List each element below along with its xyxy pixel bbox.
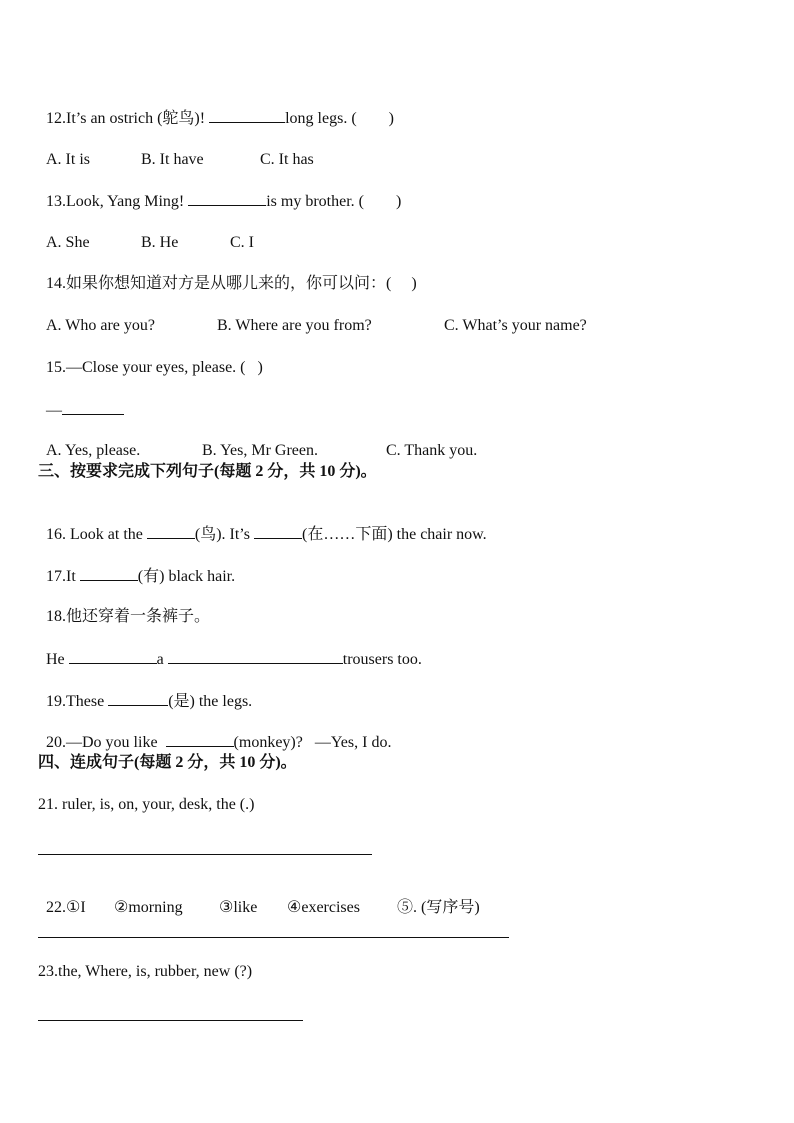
q15-reply-dash: — bbox=[46, 402, 62, 419]
q16-part3: (在……下面) the chair now. bbox=[301, 526, 487, 543]
section-4-heading: 四、连成句子(每题 2 分，共 10 分)。 bbox=[38, 754, 297, 771]
question-14 bbox=[38, 254, 417, 294]
q15-options bbox=[38, 421, 477, 461]
q12-option-b[interactable]: B. It have bbox=[141, 151, 204, 168]
q12-option-a[interactable]: A. It is bbox=[46, 151, 90, 168]
q19-part1: 19.These bbox=[46, 693, 109, 710]
q13-option-a[interactable]: A. She bbox=[46, 234, 90, 251]
question-13 bbox=[38, 171, 401, 212]
q19-part2: (是) the legs. bbox=[168, 693, 253, 710]
q22-item-1: ①I bbox=[66, 899, 86, 916]
q20-part1: 20.—Do you like bbox=[46, 734, 166, 751]
q12-after: long legs. ( ) bbox=[285, 110, 394, 127]
q16-part1: 16. Look at the bbox=[46, 526, 147, 543]
q13-option-c[interactable]: C. I bbox=[230, 234, 254, 251]
q12-stem: 12.It’s an ostrich (鸵鸟)! bbox=[46, 110, 210, 127]
q18-blank-1[interactable] bbox=[69, 649, 157, 664]
question-20 bbox=[38, 712, 391, 753]
section-3-heading: 三、按要求完成下列句子(每题 2 分，共 10 分)。 bbox=[38, 463, 377, 480]
question-18 bbox=[38, 587, 210, 627]
q15-stem: 15.—Close your eyes, please. ( ) bbox=[46, 359, 263, 376]
question-22 bbox=[38, 878, 480, 918]
q14-option-b[interactable]: B. Where are you from? bbox=[217, 317, 372, 334]
question-19 bbox=[38, 671, 252, 712]
q15-option-a[interactable]: A. Yes, please. bbox=[46, 442, 141, 459]
q17-part2: (有) black hair. bbox=[137, 568, 236, 585]
q20-part2: (monkey)? —Yes, I do. bbox=[233, 734, 392, 751]
question-21: 21. ruler, is, on, your, desk, the (.) bbox=[38, 796, 255, 813]
q22-item-2: ②morning bbox=[114, 899, 183, 916]
q18-part3: trousers too. bbox=[342, 651, 422, 668]
q12-option-c[interactable]: C. It has bbox=[260, 151, 314, 168]
q22-item-3: ③like bbox=[219, 899, 258, 916]
q14-stem: 14.如果你想知道对方是从哪儿来的，你可以问：( ) bbox=[46, 275, 417, 292]
q22-item-5: ⑤. (写序号) bbox=[397, 899, 480, 916]
question-16 bbox=[38, 504, 487, 545]
q21-answer-line[interactable] bbox=[38, 854, 372, 855]
q13-stem: 13.Look, Yang Ming! bbox=[46, 193, 189, 210]
q16-part2: (鸟). It’s bbox=[194, 526, 254, 543]
q15-option-b[interactable]: B. Yes, Mr Green. bbox=[202, 442, 318, 459]
q16-blank-2[interactable] bbox=[254, 524, 302, 539]
q14-option-c[interactable]: C. What’s your name? bbox=[444, 317, 587, 334]
q18-part2: a bbox=[156, 651, 168, 668]
question-23: 23.the, Where, is, rubber, new (?) bbox=[38, 963, 253, 980]
q22-item-4: ④exercises bbox=[287, 899, 360, 916]
q13-after: is my brother. ( ) bbox=[266, 193, 402, 210]
q12-blank[interactable] bbox=[209, 108, 285, 123]
q20-blank[interactable] bbox=[166, 732, 234, 747]
q14-option-a[interactable]: A. Who are you? bbox=[46, 317, 155, 334]
q18-blank-2[interactable] bbox=[168, 649, 343, 664]
q12-options bbox=[38, 130, 314, 170]
q23-answer-line[interactable] bbox=[38, 1020, 303, 1021]
question-15 bbox=[38, 338, 263, 378]
q18-part1: He bbox=[46, 651, 69, 668]
q16-blank-1[interactable] bbox=[147, 524, 195, 539]
q13-blank[interactable] bbox=[188, 191, 266, 206]
q17-part1: 17.It bbox=[46, 568, 80, 585]
q15-blank[interactable] bbox=[62, 400, 124, 415]
q14-options bbox=[38, 296, 587, 336]
q13-option-b[interactable]: B. He bbox=[141, 234, 179, 251]
question-17 bbox=[38, 546, 235, 587]
q22-answer-line[interactable] bbox=[38, 937, 509, 938]
q15-reply-line bbox=[38, 380, 124, 421]
q18-answer-line bbox=[38, 629, 422, 670]
q22-number: 22. bbox=[46, 899, 66, 916]
q13-options bbox=[38, 213, 254, 253]
q17-blank[interactable] bbox=[80, 566, 138, 581]
q15-option-c[interactable]: C. Thank you. bbox=[386, 442, 478, 459]
q18-stem: 18.他还穿着一条裤子。 bbox=[46, 608, 211, 625]
q19-blank[interactable] bbox=[108, 691, 168, 706]
question-12 bbox=[38, 88, 394, 129]
